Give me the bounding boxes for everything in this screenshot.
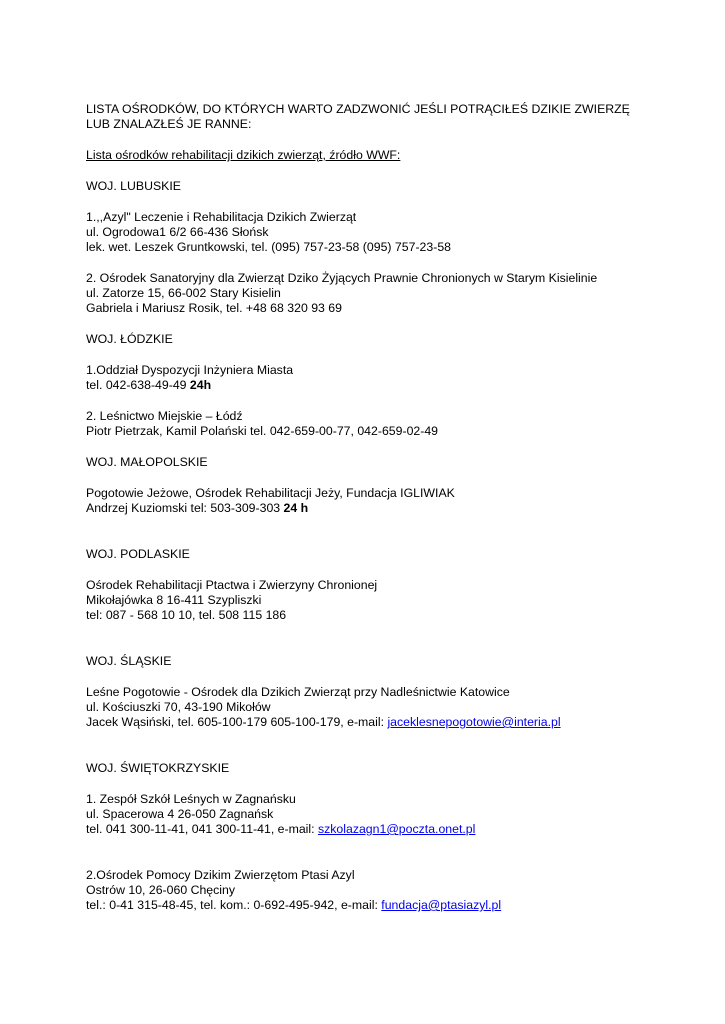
center-phone: tel. 042-638-49-49 [86, 378, 190, 392]
center-name: 1.,,Azyl" Leczenie i Rehabilitacja Dzikich Zwierząt [86, 210, 357, 224]
center-contact [86, 378, 686, 393]
region-heading-swietokrzyskie: WOJ. ŚWIĘTOKRZYSKIE [86, 761, 230, 775]
center-address: ul. Zatorze 15, 66-002 Stary Kisielin [86, 286, 281, 300]
center-name: 2. Leśnictwo Miejskie – Łódź [86, 409, 243, 423]
region-heading-lodzkie: WOJ. ŁÓDZKIE [86, 332, 173, 346]
email-link[interactable]: szkolazagn1@poczta.onet.pl [317, 822, 476, 836]
document-subtitle: Lista ośrodków rehabilitacji dzikich zwierząt, źródło WWF: [86, 148, 401, 162]
document-content [86, 102, 686, 913]
center-name: 2. Ośrodek Sanatoryjny dla Zwierząt Dziko Żyjących Prawnie Chronionych w Starym Kisielinie [86, 271, 598, 285]
center-name: Ośrodek Rehabilitacji Ptactwa i Zwierzyny Chronionej [86, 578, 378, 592]
center-address: ul. Spacerowa 4 26-050 Zagnańsk [86, 807, 274, 821]
center-contact: Gabriela i Mariusz Rosik, tel. +48 68 320 93 69 [86, 301, 342, 315]
hours-badge: 24 h [283, 501, 309, 515]
center-contact [86, 715, 686, 730]
center-address: Ostrów 10, 26-060 Chęciny [86, 883, 236, 897]
region-heading-malopolskie: WOJ. MAŁOPOLSKIE [86, 455, 208, 469]
center-contact: tel: 087 - 568 10 10, tel. 508 115 186 [86, 608, 287, 622]
center-contact [86, 501, 686, 516]
center-contact [86, 822, 686, 837]
center-contact: lek. wet. Leszek Gruntkowski, tel. (095) 757-23-58 (095) 757-23-58 [86, 240, 451, 254]
region-heading-lubuskie: WOJ. LUBUSKIE [86, 179, 181, 193]
center-contact: Piotr Pietrzak, Kamil Polański tel. 042-659-00-77, 042-659-02-49 [86, 424, 439, 438]
center-phone: tel. 041 300-11-41, 041 300-11-41, e-mail: [86, 822, 318, 836]
center-address: ul. Ogrodowa1 6/2 66-436 Słońsk [86, 225, 269, 239]
center-phone: Andrzej Kuziomski tel: 503-309-303 [86, 501, 284, 515]
center-contact [86, 898, 686, 913]
center-name: 1.Oddział Dyspozycji Inżyniera Miasta [86, 363, 294, 377]
center-name: Leśne Pogotowie - Ośrodek dla Dzikich Zwierząt przy Nadleśnictwie Katowice [86, 685, 510, 699]
center-name: Pogotowie Jeżowe, Ośrodek Rehabilitacji Jeży, Fundacja IGLIWIAK [86, 486, 455, 500]
region-heading-podlaskie: WOJ. PODLASKIE [86, 547, 190, 561]
hours-badge: 24h [189, 378, 212, 392]
center-phone: Jacek Wąsiński, tel. 605-100-179 605-100-179, e-mail: [86, 715, 388, 729]
center-phone: tel.: 0-41 315-48-45, tel. kom.: 0-692-495-942, e-mail: [86, 898, 382, 912]
center-address: Mikołajówka 8 16-411 Szypliszki [86, 593, 262, 607]
center-name: 2.Ośrodek Pomocy Dzikim Zwierzętom Ptasi Azyl [86, 868, 355, 882]
center-name: 1. Zespół Szkół Leśnych w Zagnańsku [86, 792, 296, 806]
region-heading-slaskie: WOJ. ŚLĄSKIE [86, 654, 172, 668]
document-title-line-2: LUB ZNALAZŁEŚ JE RANNE: [86, 117, 252, 131]
center-address: ul. Kościuszki 70, 43-190 Mikołów [86, 700, 271, 714]
document-title-line-1: LISTA OŚRODKÓW, DO KTÓRYCH WARTO ZADZWONIĆ JEŚLI POTRĄCIŁEŚ DZIKIE ZWIERZĘ [86, 102, 630, 116]
email-link[interactable]: fundacja@ptasiazyl.pl [381, 898, 502, 912]
email-link[interactable]: jaceklesnepogotowie@interia.pl [387, 715, 561, 729]
